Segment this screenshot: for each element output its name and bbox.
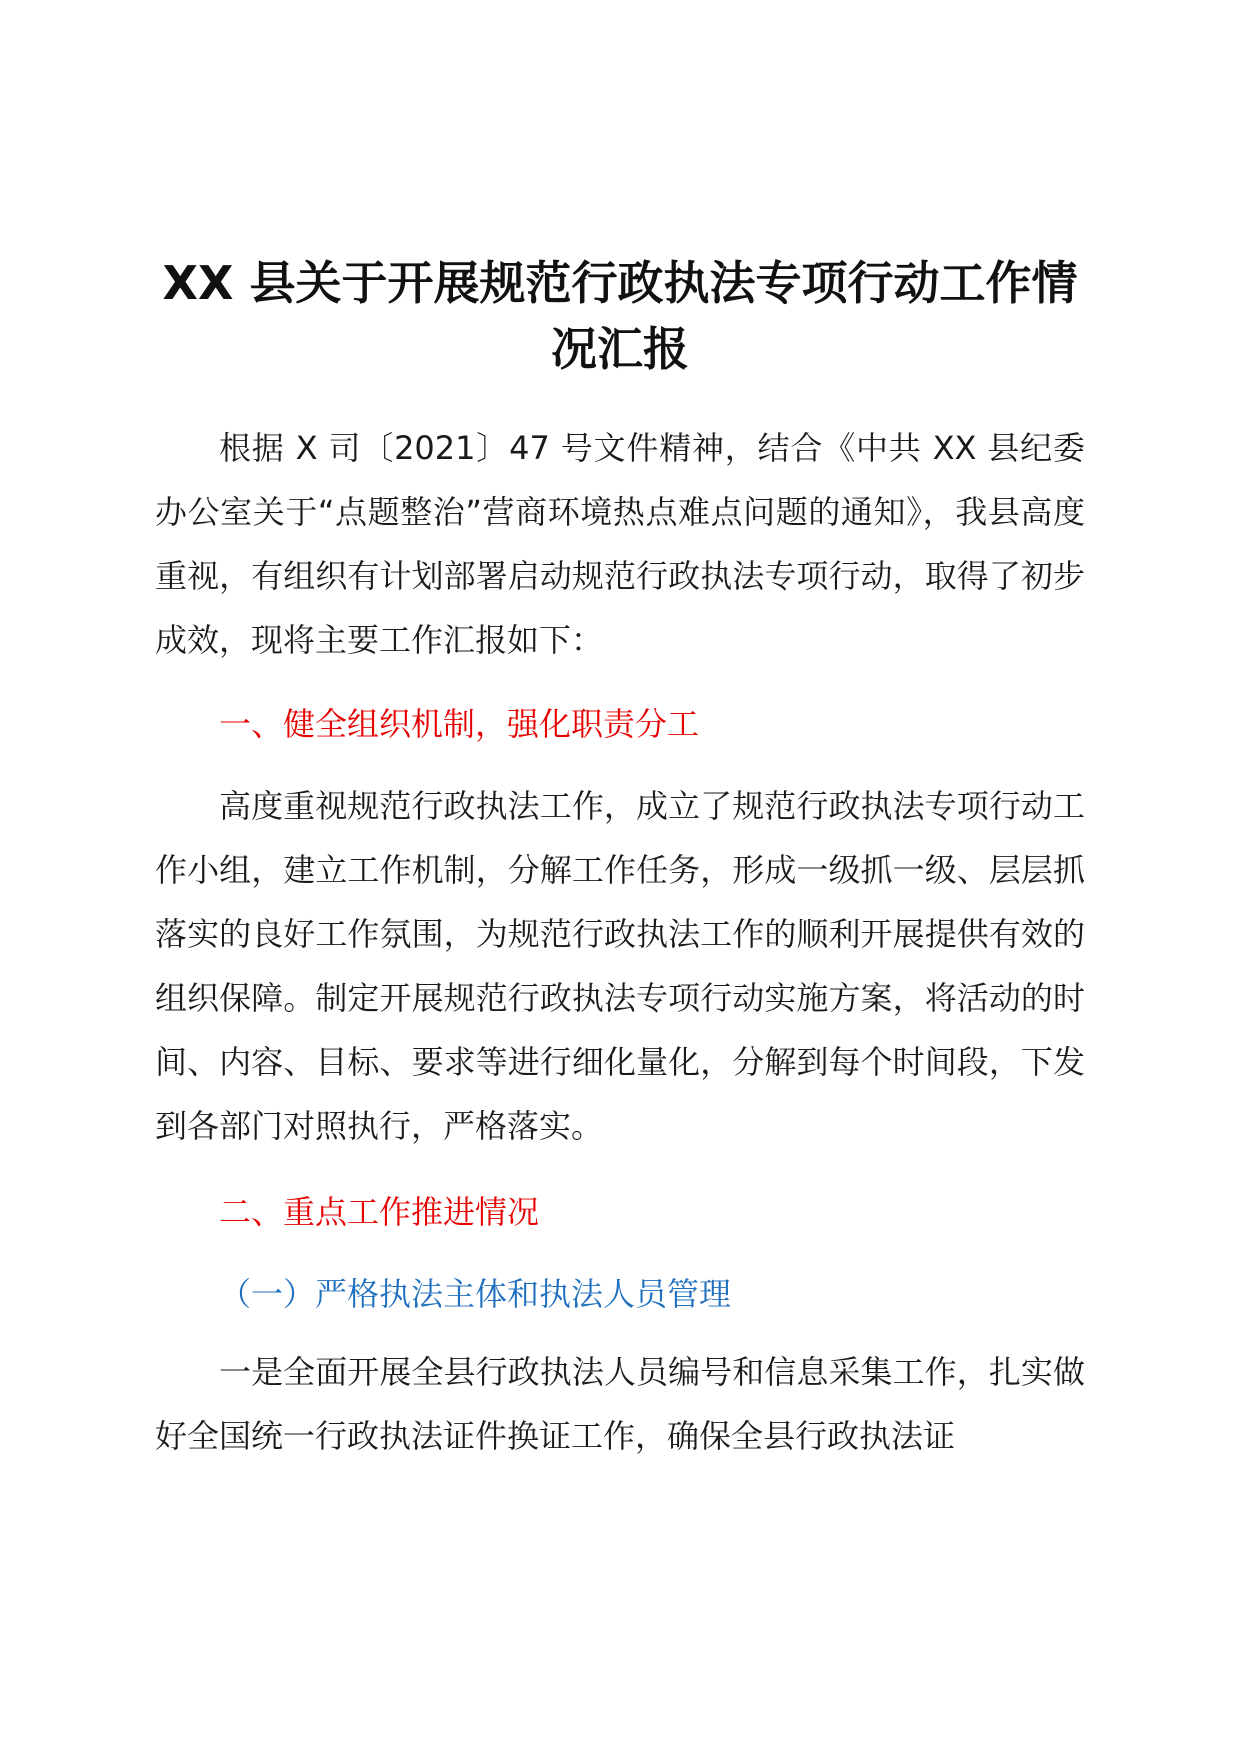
intro-paragraph: 根据 X 司〔2021〕47 号文件精神，结合《中共 XX 县纪委办公室关于“点题整治”营商环境热点难点问题的通知》，我县高度重视，有组织有计划部署启动规范行政执法专项行动，取得了初步成效，现将主要工作汇报如下： <box>155 429 1085 659</box>
section-heading-2: 二、重点工作推进情况 <box>219 1193 540 1231</box>
document-title: XX 县关于开展规范行政执法专项行动工作情况汇报 <box>162 256 1078 376</box>
document-page <box>155 250 1085 1468</box>
section-heading-1: 一、健全组织机制，强化职责分工 <box>219 705 700 743</box>
document-body <box>155 416 1085 1468</box>
section-1-paragraph: 高度重视规范行政执法工作，成立了规范行政执法专项行动工作小组，建立工作机制，分解工作任务，形成一级抓一级、层层抓落实的良好工作氛围，为规范行政执法工作的顺利开展提供有效的组织保障。制定开展规范行政执法专项行动实施方案，将活动的时间、内容、目标、要求等进行细化量化，分解到每个时间段，下发到各部门对照执行，严格落实。 <box>155 787 1085 1145</box>
subsection-1-paragraph: 一是全面开展全县行政执法人员编号和信息采集工作，扎实做好全国统一行政执法证件换证工作，确保全县行政执法证 <box>155 1353 1085 1455</box>
subsection-heading-1: （一）严格执法主体和执法人员管理 <box>219 1275 732 1313</box>
